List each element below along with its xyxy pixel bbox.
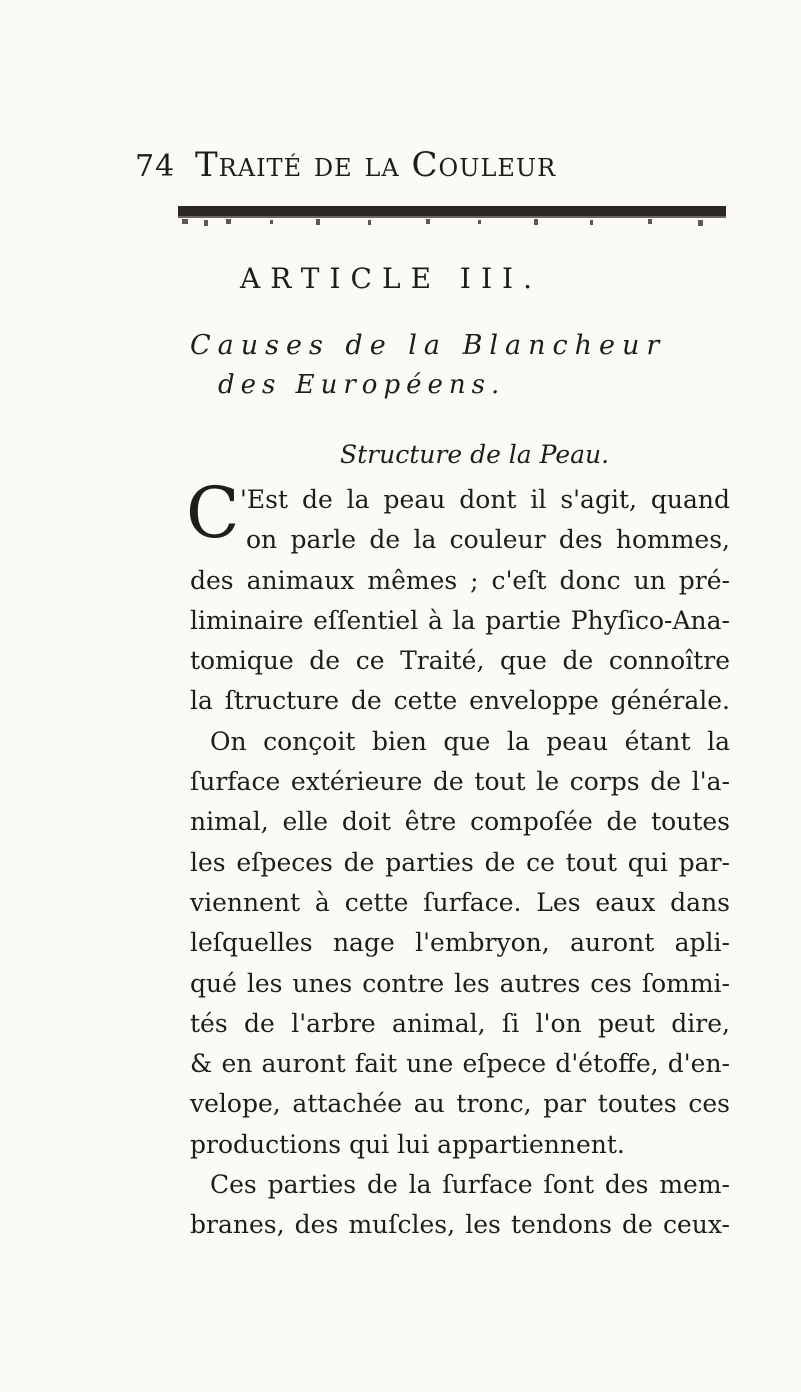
article-heading: ARTICLE III. — [240, 262, 542, 295]
running-title: Traité de la Couleur — [195, 145, 557, 185]
text-line: les eſpeces de parties de ce tout qui par- — [190, 847, 730, 877]
text-line: la ſtructure de cette enveloppe générale. — [190, 686, 730, 716]
text-line: qué les unes contre les autres ces ſommi- — [190, 968, 730, 998]
text-line: liminaire eſſentiel à la partie Phyſico-Ana- — [190, 605, 730, 635]
section-title-line-2: des Européens. — [218, 370, 506, 400]
body-text — [190, 480, 730, 1246]
page-number: 74 — [135, 149, 176, 184]
text-line: & en auront fait une eſpece d'étoffe, d'en- — [190, 1049, 730, 1079]
text-line: tomique de ce Traité, que de connoître — [190, 646, 730, 676]
drop-cap: C — [186, 472, 240, 554]
text-line: tés de l'arbre animal, ſi l'on peut dire, — [190, 1008, 730, 1038]
running-head — [135, 145, 675, 185]
text-line: 'Est de la peau dont il s'agit, quand — [240, 485, 730, 514]
text-line: Ces parties de la ſurface ſont des mem- — [210, 1170, 730, 1200]
text-line: viennent à cette ſurface. Les eaux dans — [190, 887, 730, 917]
text-line: des animaux mêmes ; c'eſt donc un pré- — [190, 565, 730, 595]
section-title-line-1: Causes de la Blancheur — [190, 330, 667, 361]
text-line: branes, des muſcles, les tendons de ceux- — [190, 1210, 730, 1240]
text-line: nimal, elle doit être compoſée de toutes — [190, 807, 730, 837]
text-line: leſquelles nage l'embryon, auront apli- — [190, 928, 730, 958]
text-line: productions qui lui appartiennent. — [190, 1129, 625, 1159]
text-line: On conçoit bien que la peau étant la — [210, 726, 730, 756]
text-line: on parle de la couleur des hommes, — [246, 525, 730, 555]
text-line: ſurface extérieure de tout le corps de l'a- — [190, 767, 730, 797]
decorative-headband — [178, 206, 726, 228]
text-line: velope, attachée au tronc, par toutes ces — [190, 1089, 730, 1119]
subheading: Structure de la Peau. — [340, 440, 610, 469]
